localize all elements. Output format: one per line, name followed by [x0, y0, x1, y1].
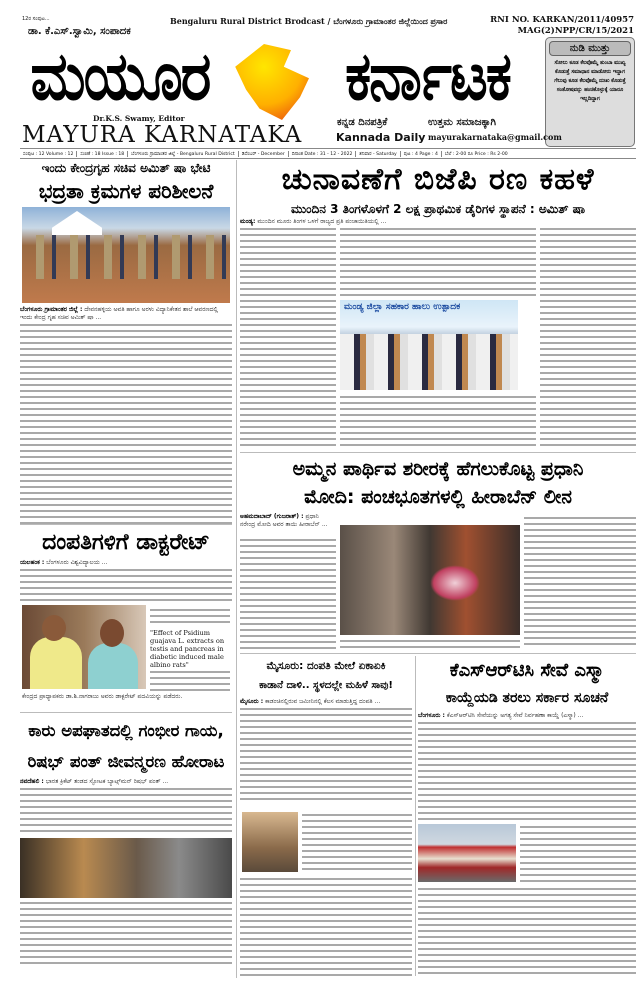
dateline: ಮೈಸೂರು :	[240, 698, 264, 705]
mag-number: MAG(2)NPP/CR/15/2021	[517, 26, 634, 36]
column-divider	[415, 656, 416, 976]
article-body	[240, 218, 636, 226]
info-day: ಶನಿವಾರ - Saturday	[356, 151, 400, 157]
dateline: ಯಲಹಂಕ :	[20, 559, 45, 566]
title-english: MAYURA KARNATAKA	[22, 122, 303, 148]
headline-line-1: ಕಾರು ಅಪಘಾತದಲ್ಲಿ ಗಂಭೀರ ಗಾಯ,	[28, 721, 224, 740]
lead-text: ದೇವನಹಳ್ಳಿಯ ಅವತಿ ಹಾಗೂ ಅರಳು ವಿದ್ಯಾನಿಕೇತನ ಶಾಲೆ ಆವರಣದಲ್ಲಿ ಇಂದು ಕೇಂದ್ರ ಗೃಹ ಸಚಿವ ಅಮಿತ್ ಷಾ ...	[20, 306, 219, 321]
article-ksrtc-esma	[418, 656, 636, 976]
email[interactable]: mayurakarnataka@gmail.com	[428, 132, 562, 142]
article-body	[240, 513, 336, 529]
info-price: ಬೆಲೆ : 2-00 ರೂ Price : Rs 2-00	[444, 151, 508, 157]
headline: ಭದ್ರತಾ ಕ್ರಮಗಳ ಪರಿಶೀಲನೆ	[38, 179, 214, 203]
thesis-title: "Effect of Psidium guajava L. extracts on testis and pancreas in diabetic induced male albino rats"	[150, 629, 225, 669]
info-strip	[20, 148, 636, 159]
funeral-photo	[340, 525, 520, 635]
info-date: ದಿನಾಂಕ Date : 31 - 12 - 2022	[289, 151, 357, 157]
divider	[20, 712, 232, 713]
karnataka-map-logo	[228, 44, 318, 120]
article-amit-visit	[20, 160, 232, 522]
headline-line-1: ಅಮ್ಮನ ಪಾರ್ಥಿವ ಶರೀರಕ್ಕೆ ಹೆಗಲುಕೊಟ್ಟ ಪ್ರಧಾನಿ	[292, 458, 584, 480]
editor-kannada: ಡಾ. ಕೆ.ಎಸ್.ಸ್ವಾಮಿ, ಸಂಪಾದಕ	[28, 26, 131, 37]
info-volume: ಸಂಪುಟ : 12 Volume : 12	[20, 151, 77, 157]
quote-title: ನುಡಿ ಮುತ್ತು	[549, 41, 631, 56]
subheadline: ಮುಂದಿನ 3 ತಿಂಗಳೊಳಗೆ 2 ಲಕ್ಷ ಪ್ರಾಥಮಿಕ ಡೈರಿಗಳ ಸ್ಥಾಪನೆ : ಅಮಿತ್ ಷಾ	[290, 202, 586, 216]
lead-text: ಮುಂದಿನ ಮೂರು ತಿಂಗಳ ಒಳಗೆ ರಾಜ್ಯದ ಪ್ರತಿ ಪಂಚಾಯಿತಿಯಲ್ಲಿ ...	[257, 218, 387, 225]
photo-caption: ಕೇಂದ್ರದ ಪ್ರಾಧ್ಯಾಪಕರು ಡಾ.ಶಿ.ನಾಗರಾಜು ಅವರು ಡಾಕ್ಟರೇಟ್ ಪದವಿಯನ್ನು ಪಡೆದರು.	[22, 693, 183, 700]
column-divider	[236, 160, 237, 978]
elephant-photo	[242, 812, 298, 872]
article-mysuru-elephant	[240, 656, 412, 976]
quote-text: ಸೋಲು ಕೂಡ ಕೆಲವೊಮ್ಮೆ ತುಂಬಾ ಮುಖ್ಯ ಕೊಡುತ್ತೆ ಸಮಾಧಾನ ಮಾಡೋರು ಇದ್ದಾಗ ಗೆಲುವು ಕೂಡ ಕೆಲವೊಮ್ಮೆ ದುಃಖ ಕೊಡುತ್ತೆ ಸಂತೋಷವನ್ನು ಹಂಚಿಕೊಳ್ಳುಕ್ಕೆ ಯಾರೂ ಇಲ್ಲದಿದ್ದಾಗ	[554, 60, 626, 102]
headline-line-1: ಕೆಎಸ್‌ಆರ್‌ಟಿಸಿ ಸೇವೆ ಎಸ್ಮಾ	[449, 660, 605, 681]
dateline: ನವದೆಹಲಿ :	[20, 778, 44, 785]
dateline: ಬೆಂಗಳೂರು ಗ್ರಾಮಾಂತರ ಜಿಲ್ಲೆ :	[20, 306, 83, 313]
article-modi-heeraben	[240, 455, 636, 651]
dateline: ಬೆಂಗಳೂರು :	[418, 712, 445, 719]
article-body-continued	[20, 900, 232, 968]
small-note: 12ರ ಸಂಪುಟ...	[22, 16, 50, 22]
couple-photo	[22, 605, 146, 689]
divider	[20, 524, 232, 525]
photo-banner-text: ಮಂಡ್ಯ ಜಿಲ್ಲಾ ಸಹಕಾರ ಹಾಲು ಉತ್ಪಾದಕ	[344, 302, 461, 312]
dateline: ಮಂಡ್ಯ:	[240, 218, 256, 225]
lead-text: ಬೆಂಗಳೂರು ವಿಶ್ವವಿದ್ಯಾಲಯ ...	[46, 559, 108, 566]
headline-line-2: ಕಾಡಾನೆ ದಾಳಿ.. ಸ್ಥಳದಲ್ಲೇ ಮಹಿಳೆ ಸಾವು!	[259, 680, 393, 691]
headline: ಚುನಾವಣೆಗೆ ಬಿಜೆಪಿ ರಣ ಕಹಳೆ	[281, 162, 595, 197]
dateline: ಅಹಮದಾಬಾದ್ (ಗುಜರಾತ್) :	[240, 513, 304, 520]
article-bjp	[240, 160, 636, 450]
title-mayura: ಮಯೂರ	[30, 36, 210, 116]
article-body	[20, 559, 232, 603]
kannada-daily: Kannada Daily	[336, 131, 426, 144]
broadcast-line: Bengaluru Rural District Brodcast / ಬೆಂಗಳೂರು ಗ್ರಾಮಾಂತರ ಜಿಲ್ಲೆಯಿಂದ ಪ್ರಸಾರ	[170, 16, 448, 26]
amit-shah-dairy-event-photo	[340, 300, 518, 390]
divider	[240, 653, 636, 654]
title-karnataka: ಕರ್ನಾಟಕ	[345, 36, 510, 116]
editor-english: Dr.K.S. Swamy, Editor	[93, 114, 185, 123]
lead-text: ಕಾಡಂಚಿನಲ್ಲಿರುವ ಜಮೀನಿನಲ್ಲಿ ಕೆಲಸ ಮಾಡುತ್ತಿದ್ದ ದಂಪತಿ ...	[265, 698, 381, 705]
info-month: ಡಿಸೆಂಬರ್ - December	[239, 151, 289, 157]
car-accident-photo	[20, 838, 232, 898]
divider	[240, 452, 636, 453]
lead-text: ಕೆಎಸ್‌ಆರ್‌ಟಿಸಿ ಸೇವೆಯನ್ನು ಅಗತ್ಯ ಸೇವೆ ನಿರ್ವಹಣಾ ಕಾಯ್ದೆ (ಎಸ್ಮಾ) ...	[446, 712, 584, 719]
info-district: ಬೆಂಗಳೂರು ಗ್ರಾಮಾಂತರ ಜಿಲ್ಲೆ - Bengaluru Rural District	[128, 151, 239, 157]
article-rishabh-pant	[20, 716, 232, 976]
lead-text: ಪ್ರಧಾನಿ ನರೇಂದ್ರ ಮೋದಿ ಅವರ ತಾಯಿ ಹೀರಾಬೆನ್ ...	[240, 513, 328, 528]
headline-line-2: ರಿಷಭ್ ಪಂತ್ ಜೀವನ್ಮರಣ ಹೋರಾಟ	[27, 752, 225, 771]
rni-number: RNI NO. KARKAN/2011/40957	[490, 15, 634, 25]
lead-text: ಭಾರತ ಕ್ರಿಕೆಟ್ ತಂಡದ ಸ್ಫೋಟಕ ಬ್ಯಾಟ್ಸ್‌ಮನ್ ರಿಷಭ್ ಪಂತ್ ...	[45, 778, 169, 785]
tagline-kannada-2: ಉತ್ತಮ ಸಮಾಜಕ್ಕಾಗಿ	[428, 117, 496, 128]
security-inspection-photo	[22, 207, 230, 303]
article-doctorate	[20, 527, 232, 707]
ksrtc-bus-photo	[418, 824, 516, 882]
headline-line-2: ಮೋದಿ: ಪಂಚಭೂತಗಳಲ್ಲಿ ಹೀರಾಬೆನ್ ಲೀನ	[304, 486, 572, 508]
quote-box	[545, 37, 635, 147]
tagline-kannada: ಕನ್ನಡ ದಿನಪತ್ರಿಕೆ	[337, 117, 388, 128]
info-page: ಪುಟ : 4 Page : 4	[401, 151, 442, 157]
headline-line-1: ಮೈಸೂರು: ದಂಪತಿ ಮೇಲೆ ಏಕಾಏಕಿ	[266, 660, 386, 672]
headline-line-2: ಕಾಯ್ದೆಯಡಿ ತರಲು ಸರ್ಕಾರ ಸೂಚನೆ	[445, 690, 609, 706]
article-body	[20, 778, 232, 836]
kicker: ಇಂದು ಕೇಂದ್ರಗೃಹ ಸಚಿವ ಅಮಿತ್ ಷಾ ಭೇಟಿ	[41, 161, 211, 175]
headline: ದಂಪತಿಗಳಿಗೆ ಡಾಕ್ಟರೇಟ್	[42, 530, 210, 555]
info-issue: ಸಂಚಿಕೆ : 18 Issue : 18	[77, 151, 128, 157]
article-body	[418, 710, 636, 820]
article-body	[240, 696, 412, 804]
article-body	[20, 305, 232, 527]
